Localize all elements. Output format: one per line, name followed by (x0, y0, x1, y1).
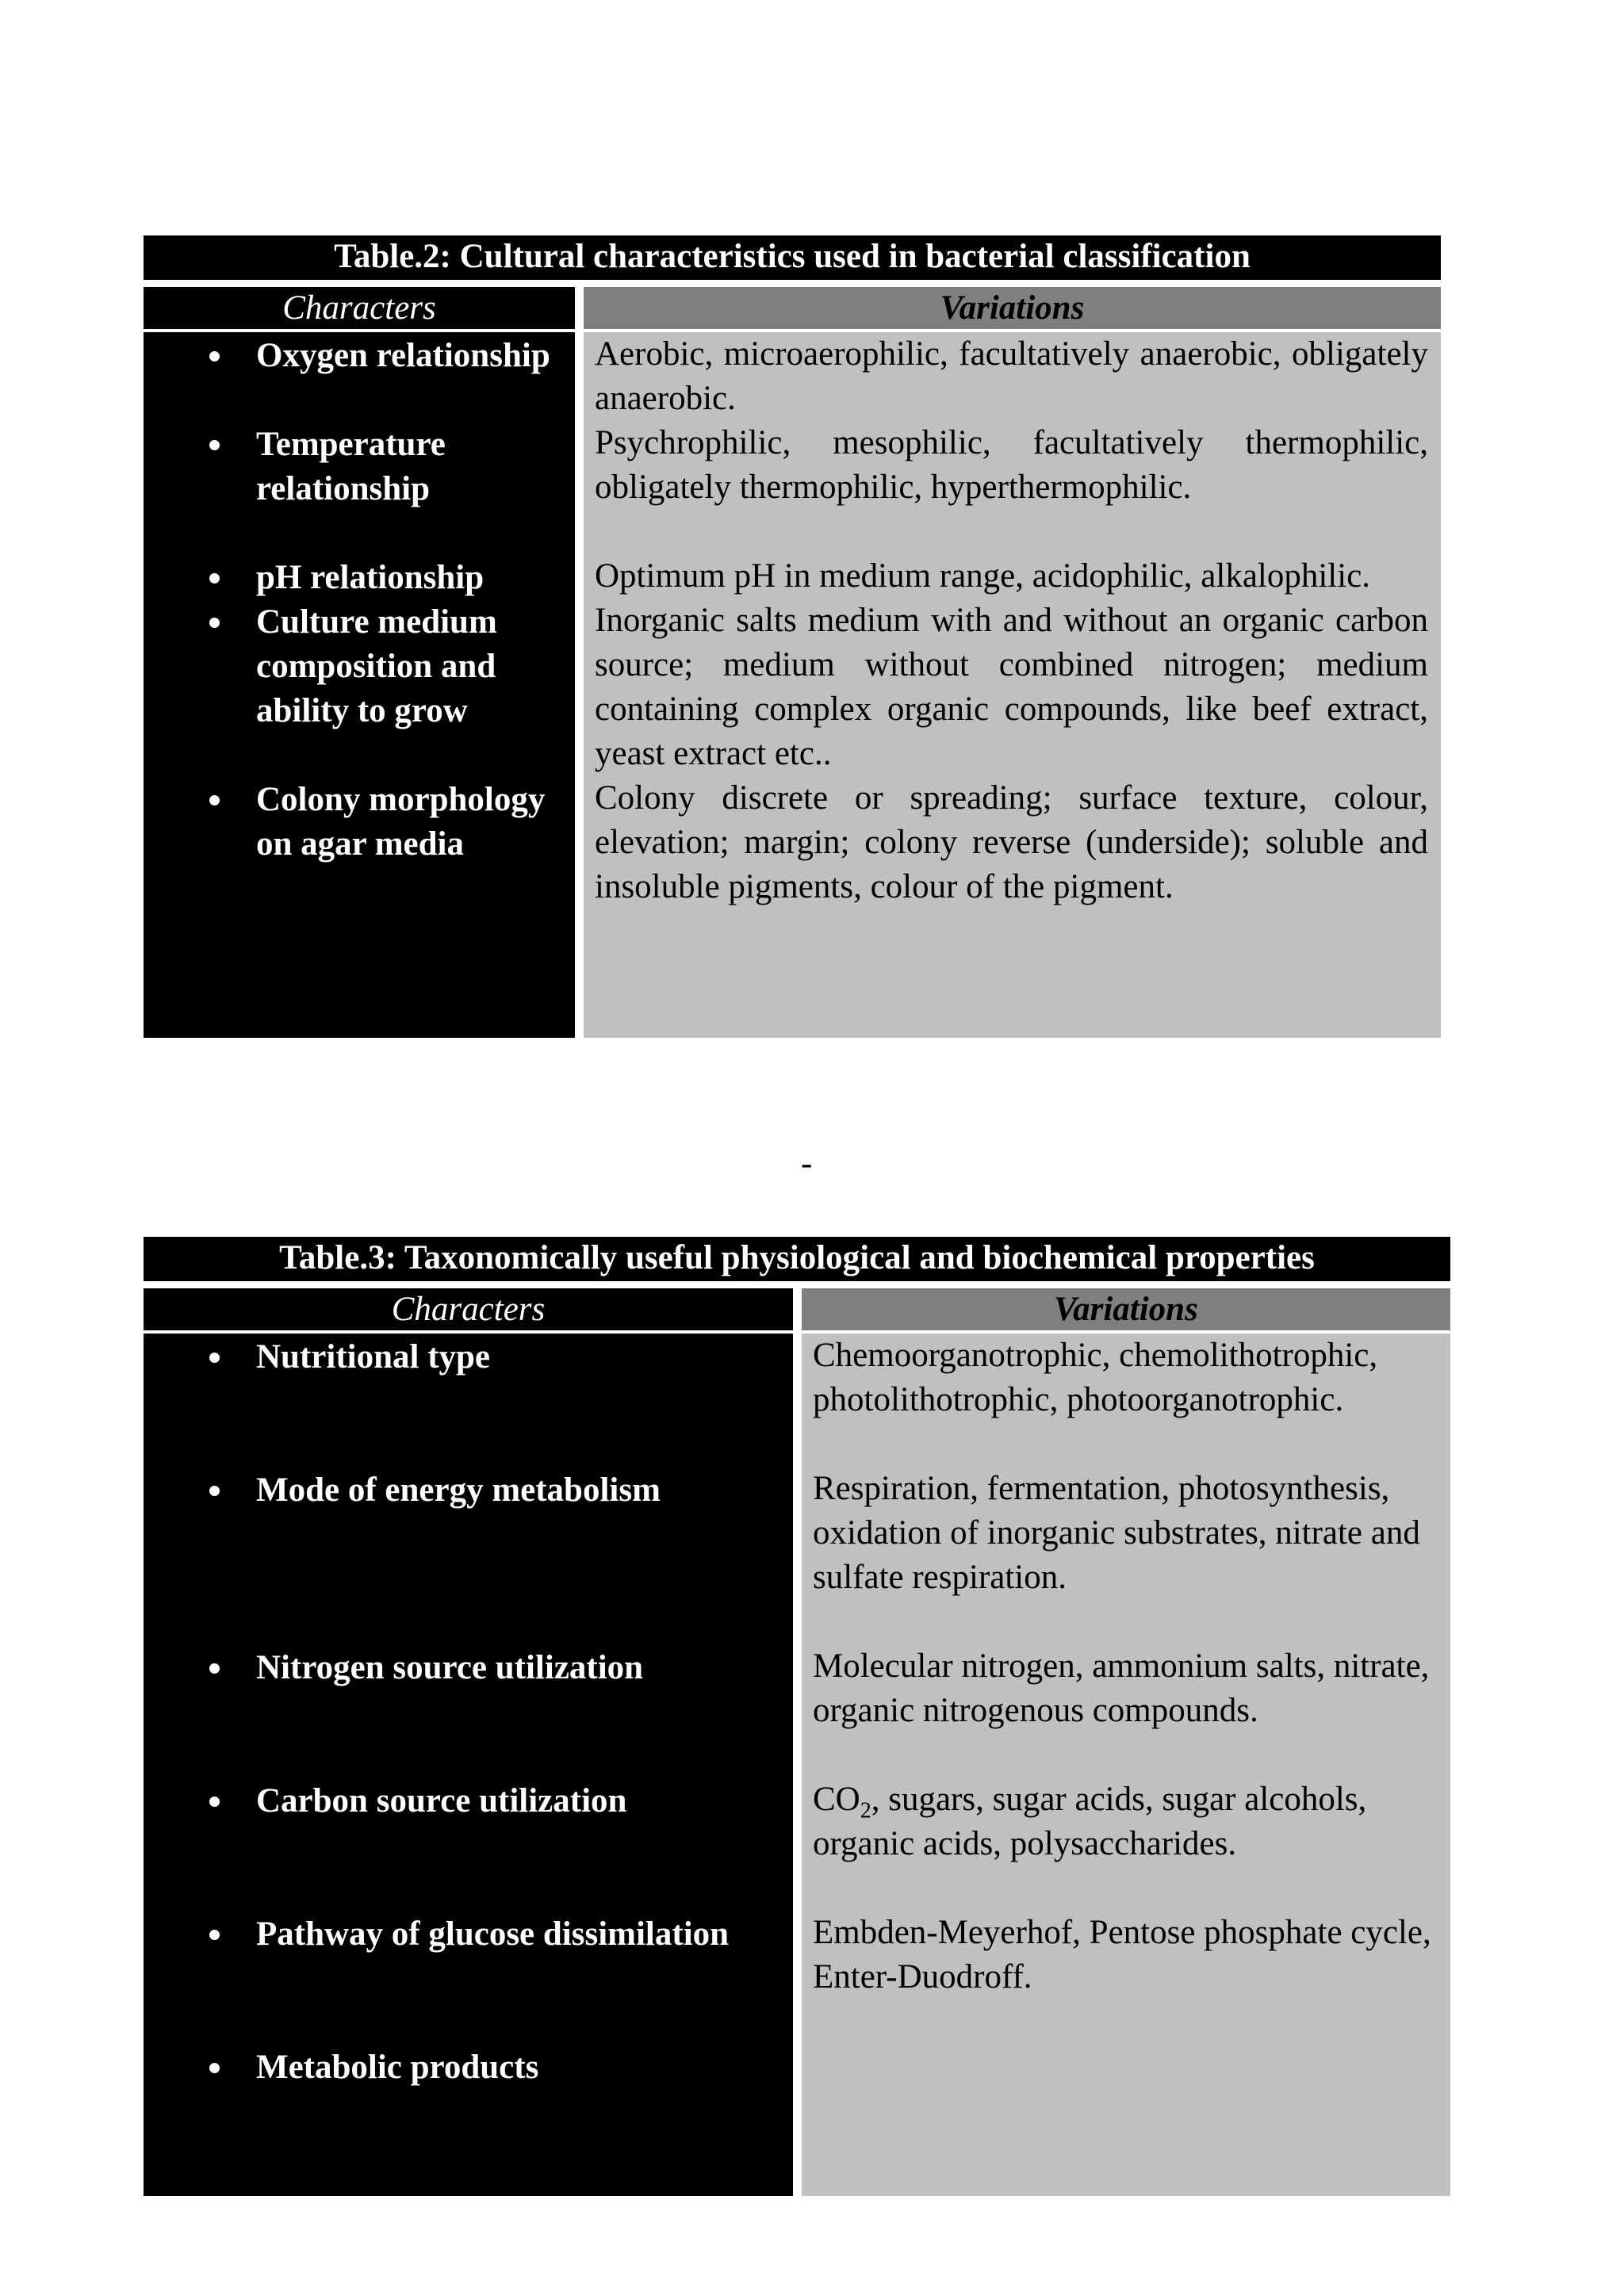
table-2-variations-column (584, 332, 1441, 1038)
list-item: Temperature relationship (144, 423, 557, 511)
table-2-caption: Table.2: Cultural characteristics used in bacterial classification (144, 235, 1441, 280)
separator-dash: - (801, 1145, 813, 1182)
list-item: pH relationship (144, 556, 557, 600)
list-item: Pathway of glucose dissimilation (144, 1912, 779, 1957)
list-item: Mode of energy metabolism (144, 1468, 779, 1513)
table-3-variation: Embden-Meyerhof, Pentose phosphate cycle, Enter-Duodroff. (813, 1914, 1431, 1996)
table-2-variation: Optimum pH in medium range, acidophilic, alkalophilic. (595, 557, 1371, 595)
table-3-variation: $CO_2$, sugars, sugar acids, sugar alcohols, organic acids, polysaccharides. (813, 1781, 1367, 1862)
table-2-header-characters: Characters (144, 287, 575, 329)
list-item: Carbon source utilization (144, 1779, 779, 1823)
table-2-variation: Colony discrete or spreading; surface texture, colour, elevation; margin; colony reverse (underside); soluble and insoluble pigments, colour of the pigment. (595, 779, 1428, 905)
table-3 (144, 1237, 1450, 2196)
table-2 (144, 235, 1441, 1038)
table-2-variation: Inorganic salts medium with and without an organic carbon source; medium without combined nitrogen; medium containing complex organic compounds, like beef extract, yeast extract etc.. (595, 602, 1428, 772)
table-3-body (144, 1334, 1450, 2196)
table-3-characters-column (144, 1334, 793, 2196)
table-2-header-row (144, 287, 1441, 329)
table-2-characters-column (144, 332, 575, 1038)
table-3-variation: Respiration, fermentation, photosynthesis, oxidation of inorganic substrates, nitrate and sulfate respiration. (813, 1470, 1420, 1596)
table-3-header-variations: Variations (802, 1288, 1450, 1330)
table-3-header-characters: Characters (144, 1288, 793, 1330)
table-2-variation: Aerobic, microaerophilic, facultatively anaerobic, obligately anaerobic. (595, 335, 1428, 417)
table-2-header-variations: Variations (584, 287, 1441, 329)
list-item: Culture medium composition and ability to grow (144, 600, 557, 733)
table-3-variations-column (802, 1334, 1450, 2196)
table-3-variation: Molecular nitrogen, ammonium salts, nitrate, organic nitrogenous compounds. (813, 1647, 1430, 1729)
table-2-body (144, 332, 1441, 1038)
table-3-header-row (144, 1288, 1450, 1330)
list-item: Oxygen relationship (144, 334, 557, 378)
list-item: Colony morphology on agar media (144, 778, 557, 867)
table-3-caption: Table.3: Taxonomically useful physiological and biochemical properties (144, 1237, 1450, 1281)
table-3-variation: Chemoorganotrophic, chemolithotrophic, photolithotrophic, photoorganotrophic. (813, 1337, 1378, 1418)
table-2-variation: Psychrophilic, mesophilic, facultatively thermophilic, obligately thermophilic, hyperthermophilic. (595, 424, 1428, 506)
list-item: Nutritional type (144, 1335, 779, 1380)
list-item: Metabolic products (144, 2045, 779, 2090)
list-item: Nitrogen source utilization (144, 1646, 779, 1690)
co2-formula: $CO_2$ (813, 1781, 871, 1823)
